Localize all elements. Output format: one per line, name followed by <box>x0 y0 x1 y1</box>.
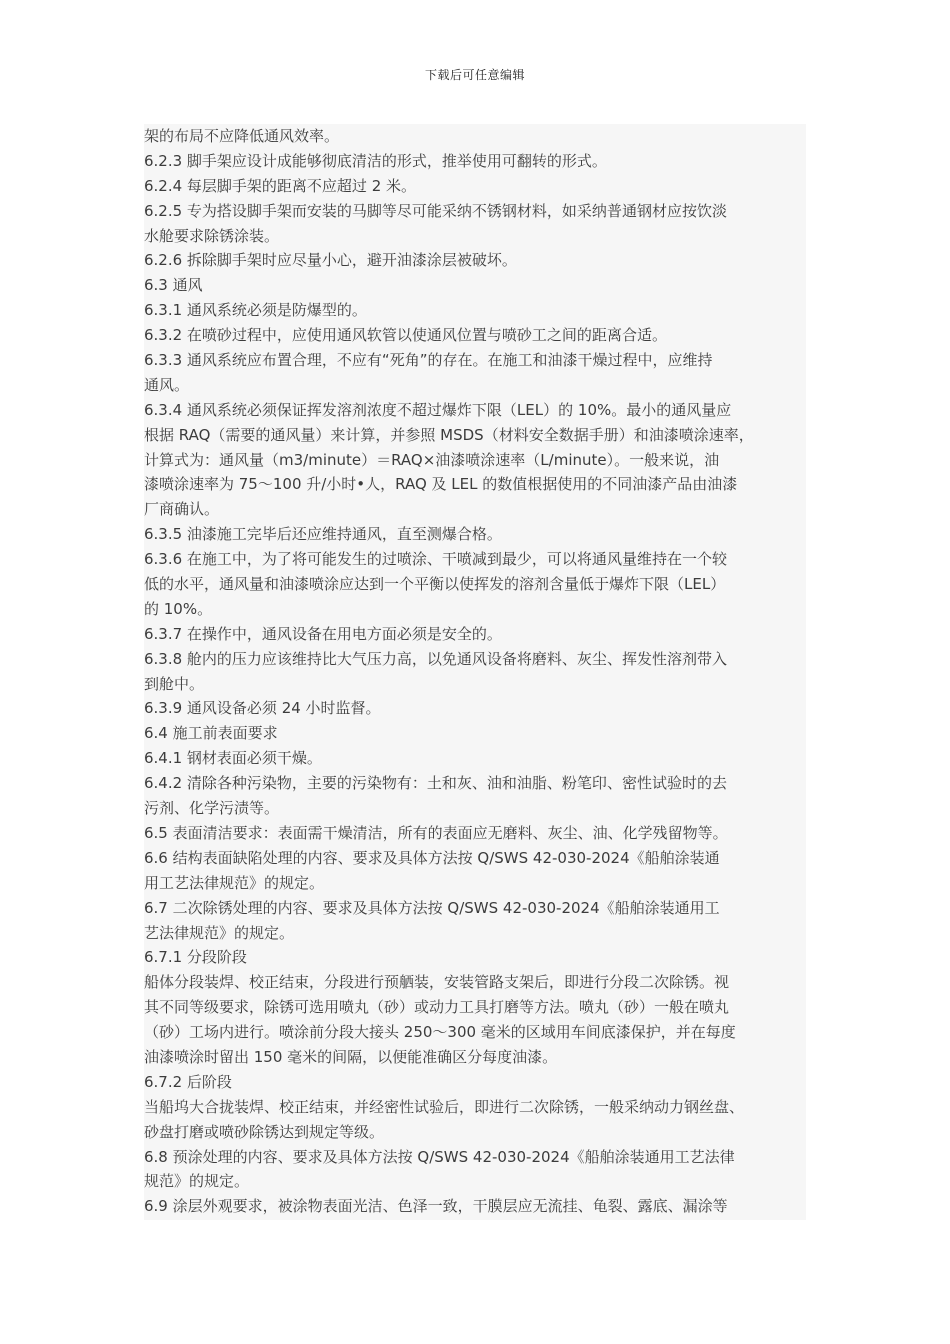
text-line: 6.3.5 油漆施工完毕后还应维持通风，直至测爆合格。 <box>144 525 502 544</box>
text-line: 6.2.5 专为搭设脚手架而安装的马脚等尽可能采纳不锈钢材料，如采纳普通钢材应按饮淡 <box>144 201 727 220</box>
text-line: 漆喷涂速率为 75～100 升/小时•人，RAQ 及 LEL 的数值根据使用的不同油漆产品由油漆 <box>144 475 738 494</box>
text-line: 6.2.6 拆除脚手架时应尽量小心，避开油漆涂层被破坏。 <box>144 251 517 270</box>
text-line: 水舱要求除锈涂装。 <box>144 226 280 245</box>
text-line: 到舱中。 <box>144 674 205 693</box>
text-line: 6.5 表面清洁要求：表面需干燥清洁，所有的表面应无磨料、灰尘、油、化学残留物等。 <box>144 823 728 842</box>
section-heading: 6.3 通风 <box>144 276 203 295</box>
text-line: 6.3.1 通风系统必须是防爆型的。 <box>144 301 367 320</box>
text-line: 6.7 二次除锈处理的内容、要求及具体方法按 Q/SWS 42-030-2024《船舶涂装通用工 <box>144 898 720 917</box>
text-line: 油漆喷涂时留出 150 毫米的间隔，以便能准确区分每度油漆。 <box>144 1047 558 1066</box>
text-line: 计算式为：通风量（m3/minute）＝RAQ×油漆喷涂速率（L/minute）。一般来说，油 <box>144 450 720 469</box>
document-body <box>144 124 806 1220</box>
text-line: 6.9 涂层外观要求，被涂物表面光洁、色泽一致，干膜层应无流挂、龟裂、露底、漏涂等 <box>144 1197 728 1216</box>
text-line: 6.3.8 舱内的压力应该维持比大气压力高，以免通风设备将磨料、灰尘、挥发性溶剂带入 <box>144 649 727 668</box>
text-line: （砂）工场内进行。喷涂前分段大接头 250～300 毫米的区域用车间底漆保护，并在每度 <box>144 1023 736 1042</box>
text-line: 规范》的规定。 <box>144 1172 250 1191</box>
text-line: 砂盘打磨或喷砂除锈达到规定等级。 <box>144 1122 385 1141</box>
text-line: 用工艺法律规范》的规定。 <box>144 873 325 892</box>
text-line: 6.4.1 钢材表面必须干燥。 <box>144 749 322 768</box>
text-line: 根据 RAQ（需要的通风量）来计算，并参照 MSDS（材料安全数据手册）和油漆喷涂速率， <box>144 425 754 444</box>
text-line: 污剂、化学污渍等。 <box>144 799 280 818</box>
text-line: 的 10%。 <box>144 599 213 618</box>
text-line: 6.3.2 在喷砂过程中，应使用通风软管以使通风位置与喷砂工之间的距离合适。 <box>144 326 667 345</box>
text-line: 6.8 预涂处理的内容、要求及具体方法按 Q/SWS 42-030-2024《船舶涂装通用工艺法律 <box>144 1147 735 1166</box>
text-line: 6.6 结构表面缺陷处理的内容、要求及具体方法按 Q/SWS 42-030-2024《船舶涂装通 <box>144 848 720 867</box>
text-line: 6.3.3 通风系统应布置合理，不应有“死角”的存在。在施工和油漆干燥过程中，应维持 <box>144 351 713 370</box>
text-line: 低的水平，通风量和油漆喷涂应达到一个平衡以使挥发的溶剂含量低于爆炸下限（LEL） <box>144 575 726 594</box>
text-line: 6.3.7 在操作中，通风设备在用电方面必须是安全的。 <box>144 624 502 643</box>
text-line: 6.3.4 通风系统必须保证挥发溶剂浓度不超过爆炸下限（LEL）的 10%。最小的通风量应 <box>144 400 732 419</box>
text-line: 架的布局不应降低通风效率。 <box>144 127 340 145</box>
text-line: 6.2.3 脚手架应设计成能够彻底清洁的形式，推举使用可翻转的形式。 <box>144 151 607 170</box>
text-line: 艺法律规范》的规定。 <box>144 923 295 942</box>
section-heading: 6.7.2 后阶段 <box>144 1072 232 1091</box>
text-line: 厂商确认。 <box>144 500 220 519</box>
text-line: 6.4.2 清除各种污染物，主要的污染物有：土和灰、油和油脂、粉笔印、密性试验时的去 <box>144 774 727 793</box>
text-line: 当船坞大合拢装焊、校正结束，并经密性试验后，即进行二次除锈，一般采纳动力钢丝盘、 <box>144 1097 745 1116</box>
text-line: 其不同等级要求，除锈可选用喷丸（砂）或动力工具打磨等方法。喷丸（砂）一般在喷丸 <box>144 998 730 1017</box>
text-line: 6.3.9 通风设备必须 24 小时监督。 <box>144 699 381 718</box>
text-line: 6.3.6 在施工中，为了将可能发生的过喷涂、干喷减到最少，可以将通风量维持在一个较 <box>144 550 727 569</box>
page-header: 下载后可任意编辑 <box>424 68 525 82</box>
text-line: 通风。 <box>144 375 190 394</box>
text-line: 6.2.4 每层脚手架的距离不应超过 2 米。 <box>144 176 417 195</box>
section-heading: 6.4 施工前表面要求 <box>144 724 278 743</box>
section-heading: 6.7.1 分段阶段 <box>144 948 247 967</box>
text-line: 船体分段装焊、校正结束，分段进行预舾装，安装管路支架后，即进行分段二次除锈。视 <box>144 973 730 992</box>
